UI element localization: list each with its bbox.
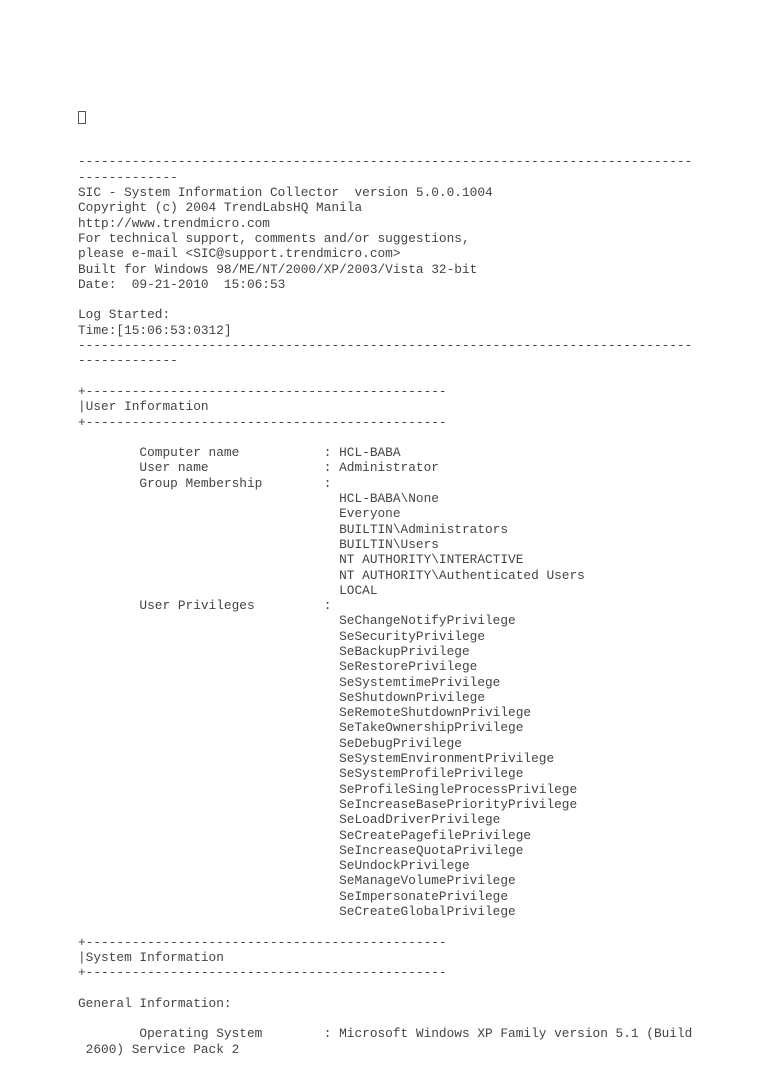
log-line: SeCreateGlobalPrivilege <box>78 904 516 920</box>
log-line: SeManageVolumePrivilege <box>78 873 516 889</box>
log-line: BUILTIN\Administrators <box>78 521 509 537</box>
log-line <box>78 430 718 445</box>
log-line: please e-mail <SIC@support.trendmicro.com> <box>78 246 401 262</box>
log-line: Date: 09-21-2010 15:06:53 <box>78 276 286 292</box>
log-line: SeIncreaseBasePriorityPrivilege <box>78 796 578 812</box>
log-line: +----------------------------------------------- <box>78 414 447 430</box>
log-line: General Information: <box>78 995 232 1011</box>
log-line: SeShutdownPrivilege <box>78 689 486 705</box>
log-line: SeSystemEnvironmentPrivilege <box>78 751 555 767</box>
log-lines <box>78 154 718 1057</box>
log-line: Time:[15:06:53:0312] <box>78 322 232 338</box>
log-line: |User Information <box>78 399 209 415</box>
log-line: Operating System : Microsoft Windows XP Family version 5.1 (Build <box>78 1026 693 1042</box>
log-line <box>78 981 718 996</box>
missing-glyph-icon <box>78 111 86 124</box>
log-line: SeDebugPrivilege <box>78 735 462 751</box>
log-line: SeBackupPrivilege <box>78 643 470 659</box>
log-line: NT AUTHORITY\Authenticated Users <box>78 567 585 583</box>
log-line: SIC - System Information Collector version 5.0.0.1004 <box>78 185 493 201</box>
log-line: SeSystemProfilePrivilege <box>78 766 524 782</box>
log-line: SeIncreaseQuotaPrivilege <box>78 842 524 858</box>
log-line: SeUndockPrivilege <box>78 858 470 874</box>
log-line: LOCAL <box>78 582 378 598</box>
log-line: http://www.trendmicro.com <box>78 215 270 231</box>
log-line: SeProfileSingleProcessPrivilege <box>78 781 578 797</box>
log-line: SeCreatePagefilePrivilege <box>78 827 532 843</box>
log-line: ------------- <box>78 169 178 185</box>
log-line: |System Information <box>78 949 224 965</box>
log-line: SeImpersonatePrivilege <box>78 888 509 904</box>
log-line: SeSecurityPrivilege <box>78 628 486 644</box>
log-line: -------------------------------------------------------------------------------- <box>78 154 693 170</box>
log-line: +----------------------------------------------- <box>78 965 447 981</box>
log-line: BUILTIN\Users <box>78 536 439 552</box>
log-line: 2600) Service Pack 2 <box>78 1041 240 1057</box>
log-line: +----------------------------------------------- <box>78 383 447 399</box>
log-line: Computer name : HCL-BABA <box>78 445 401 461</box>
log-line: SeChangeNotifyPrivilege <box>78 613 516 629</box>
log-line: Copyright (c) 2004 TrendLabsHQ Manila <box>78 200 363 216</box>
log-document <box>78 78 718 1072</box>
log-line: Built for Windows 98/ME/NT/2000/XP/2003/Vista 32-bit <box>78 261 478 277</box>
log-line: NT AUTHORITY\INTERACTIVE <box>78 552 524 568</box>
replacement-glyph-line <box>78 109 718 124</box>
log-line: SeRemoteShutdownPrivilege <box>78 705 532 721</box>
log-line <box>78 369 718 384</box>
log-line: Log Started: <box>78 307 171 323</box>
log-line: ------------- <box>78 353 178 369</box>
log-line: SeRestorePrivilege <box>78 659 478 675</box>
log-line: SeTakeOwnershipPrivilege <box>78 720 524 736</box>
log-line: SeLoadDriverPrivilege <box>78 812 501 828</box>
log-line: User name : Administrator <box>78 460 439 476</box>
log-line: +----------------------------------------------- <box>78 934 447 950</box>
log-line: Everyone <box>78 506 401 522</box>
log-line: For technical support, comments and/or suggestions, <box>78 230 470 246</box>
log-line <box>78 292 718 307</box>
log-line <box>78 1011 718 1026</box>
log-line: -------------------------------------------------------------------------------- <box>78 338 693 354</box>
log-line: SeSystemtimePrivilege <box>78 674 501 690</box>
log-line <box>78 919 718 934</box>
log-line: User Privileges : <box>78 598 332 614</box>
log-line: Group Membership : <box>78 475 332 491</box>
log-line: HCL-BABA\None <box>78 491 439 507</box>
